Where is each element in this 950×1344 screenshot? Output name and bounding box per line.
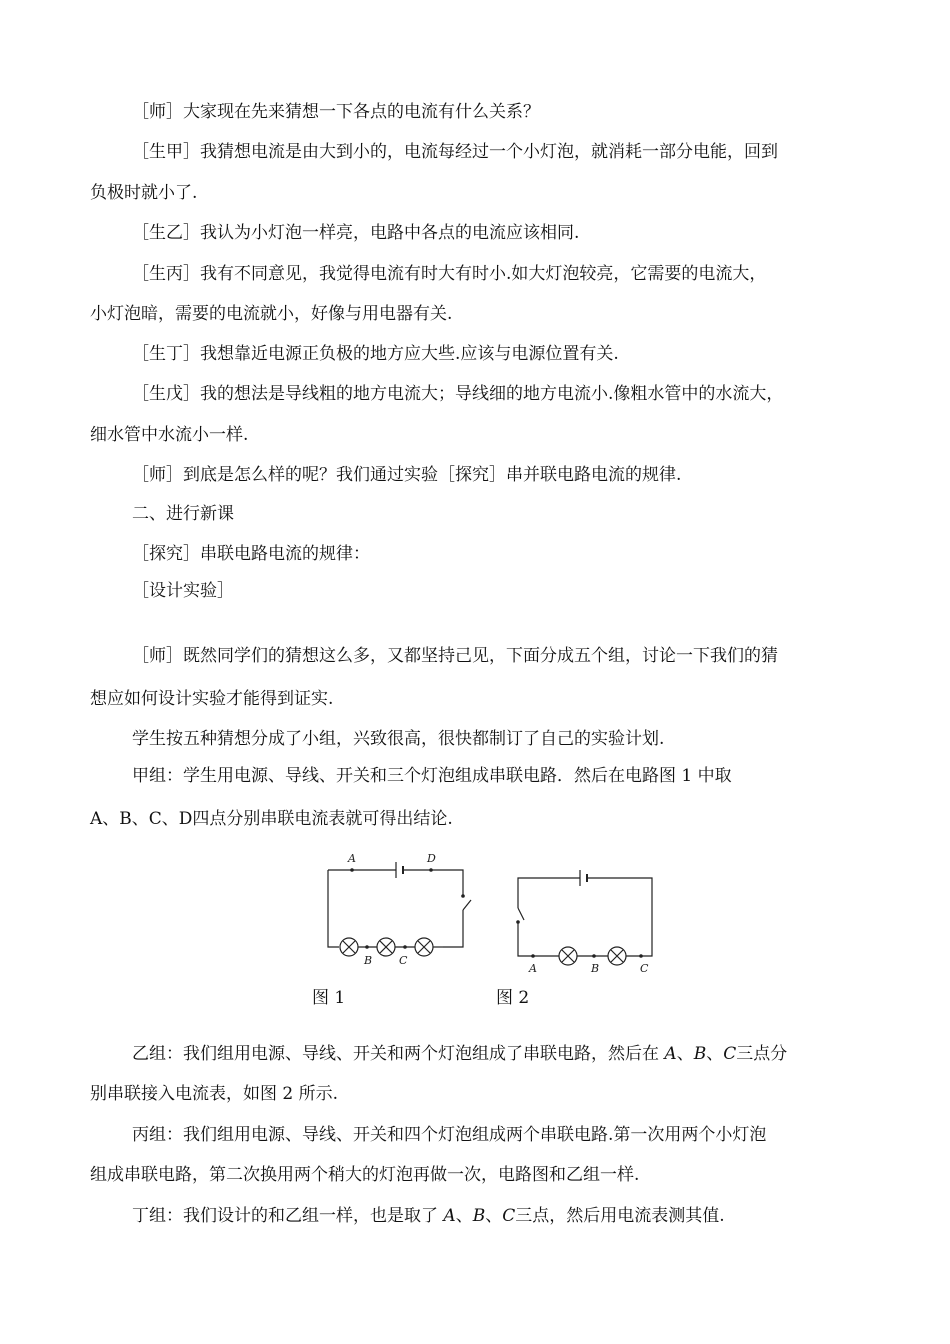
text-run: 乙组：我们组用电源、导线、开关和两个灯泡组成了串联电路，然后在 [132,1044,665,1064]
point-label-a: A [529,962,537,975]
point-b: B [472,1206,486,1226]
paragraph: ［师］既然同学们的猜想这么多，又都坚持己见，下面分成五个组，讨论一下我们的猜 [132,646,778,666]
paragraph: ［生乙］我认为小灯泡一样亮，电路中各点的电流应该相同. [132,223,580,243]
point-label-b: B [591,962,600,975]
text-run: 丁组：我们设计的和乙组一样，也是取了 [132,1206,444,1226]
text-run: 三点分 [736,1044,788,1064]
paragraph: ［设计实验］ [132,581,234,601]
circuit-fig2 [518,870,652,965]
paragraph [132,1043,787,1065]
paragraph: ［师］到底是怎么样的呢？我们通过实验［探究］串并联电路电流的规律. [132,465,682,485]
circuit-figures [310,848,670,983]
text-run: 、 [485,1206,503,1226]
point-b: B [693,1044,707,1064]
point-label-b: B [364,954,373,967]
node-dot [429,868,433,872]
figure-1-caption: 图 1 [312,988,346,1008]
circuit-diagrams-svg [310,848,670,983]
paragraph: ［生丙］我有不同意见，我觉得电流有时大有时小.如大灯泡较亮，它需要的电流大， [132,264,767,284]
paragraph: ［生丁］我想靠近电源正负极的地方应大些.应该与电源位置有关. [132,344,619,364]
paragraph: ［探究］串联电路电流的规律： [132,544,370,564]
point-c: C [723,1044,737,1064]
text-run: 三点，然后用电流表测其值. [515,1206,725,1226]
paragraph: 细水管中水流小一样. [90,425,249,445]
paragraph: ［生戊］我的想法是导线粗的地方电流大；导线细的地方电流小.像粗水管中的水流大， [132,384,784,404]
paragraph: ［师］大家现在先来猜想一下各点的电流有什么关系？ [132,102,540,122]
paragraph: A、B、C、D四点分别串联电流表就可得出结论. [90,809,453,829]
paragraph: 丙组：我们组用电源、导线、开关和四个灯泡组成两个串联电路.第一次用两个小灯泡 [132,1125,767,1145]
point-c: C [502,1206,516,1226]
node-dot [531,954,535,958]
point-label-c: C [399,954,408,967]
text-run: 、 [706,1044,724,1064]
switch-pivot [516,920,520,924]
paragraph [132,1205,725,1227]
paragraph: 学生按五种猜想分成了小组，兴致很高，很快都制订了自己的实验计划. [132,729,665,749]
paragraph: 别串联接入电流表，如图 2 所示. [90,1084,339,1104]
switch-blade [518,908,524,920]
node-dot [639,954,643,958]
point-a: A [443,1206,456,1226]
text-run: 、 [455,1206,473,1226]
node-dot [592,954,596,958]
paragraph: 小灯泡暗，需要的电流就小，好像与用电器有关. [90,304,453,324]
point-label-d: D [427,852,436,865]
node-dot [350,868,354,872]
text-run: 、 [676,1044,694,1064]
paragraph: 负极时就小了. [90,183,198,203]
paragraph: 想应如何设计实验才能得到证实. [90,689,334,709]
node-dot [365,945,369,949]
switch-blade [463,900,471,910]
paragraph: 甲组：学生用电源、导线、开关和三个灯泡组成串联电路．然后在电路图 1 中取 [132,766,732,786]
circuit-fig1 [328,862,471,956]
point-label-c: C [640,962,649,975]
point-label-a: A [348,852,356,865]
paragraph: ［生甲］我猜想电流是由大到小的，电流每经过一个小灯泡，就消耗一部分电能，回到 [132,142,778,162]
node-dot [403,945,407,949]
section-heading: 二、进行新课 [132,504,234,524]
paragraph: 组成串联电路，第二次换用两个稍大的灯泡再做一次，电路图和乙组一样. [90,1165,640,1185]
switch-pivot [461,894,465,898]
point-a: A [664,1044,677,1064]
figure-2-caption: 图 2 [496,988,530,1008]
